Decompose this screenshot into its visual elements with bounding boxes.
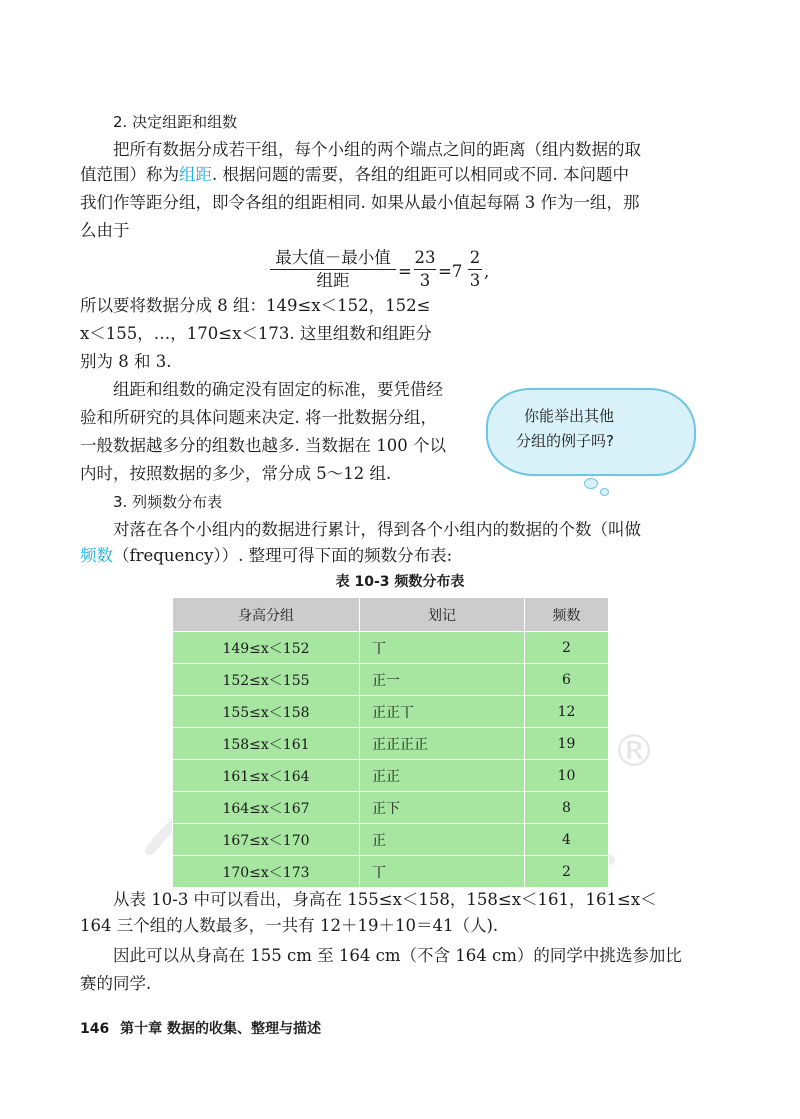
fraction-range-over-interval <box>270 248 396 291</box>
page-footer <box>80 1018 321 1038</box>
table-row <box>173 632 609 664</box>
text-span: . 根据问题的需要，各组的组距可以相同或不同. 本问题中 <box>212 165 629 184</box>
paragraph-line <box>80 163 629 187</box>
paragraph-line: 么由于 <box>80 221 130 240</box>
cell-count: 6 <box>525 664 609 696</box>
cell-count: 19 <box>525 728 609 760</box>
table-row <box>173 696 609 728</box>
bubble-line: 分组的例子吗? <box>516 432 614 450</box>
fraction-2-over-3 <box>468 248 482 291</box>
cell-group: 167≤x＜170 <box>173 824 360 856</box>
paragraph-line: 一般数据越多分的组数也越多. 当数据在 100 个以 <box>80 436 446 455</box>
cell-tally: 正下 <box>360 792 525 824</box>
cell-group: 149≤x＜152 <box>173 632 360 664</box>
table-row <box>173 824 609 856</box>
cell-group: 155≤x＜158 <box>173 696 360 728</box>
table-row <box>173 664 609 696</box>
fraction-denominator: 组距 <box>316 271 350 290</box>
table-title: 表 10-3 频数分布表 <box>335 574 465 590</box>
paragraph-line: 所以要将数据分成 8 组：149≤x＜152，152≤ <box>80 296 431 315</box>
fraction-numerator: 23 <box>414 248 436 267</box>
paragraph-line: 组距和组数的确定没有固定的标准，要凭借经 <box>113 380 443 399</box>
fraction-denominator: 3 <box>469 271 481 290</box>
paragraph-line: 把所有数据分成若干组，每个小组的两个端点之间的距离（组内数据的取 <box>113 140 641 159</box>
cell-group: 164≤x＜167 <box>173 792 360 824</box>
header-count: 频数 <box>525 598 609 632</box>
paragraph-line: 164 三个组的人数最多，一共有 12＋19＋10＝41（人). <box>80 916 499 935</box>
paragraph-line: x＜155，…，170≤x＜173. 这里组数和组距分 <box>80 324 432 343</box>
cell-count: 10 <box>525 760 609 792</box>
cell-tally: 丅 <box>360 856 525 888</box>
thought-bubble <box>486 388 696 498</box>
table-row <box>173 792 609 824</box>
paragraph-line: 内时，按照数据的多少，常分成 5～12 组. <box>80 464 392 483</box>
bubble-dot <box>600 488 609 496</box>
fraction-numerator: 2 <box>469 248 481 267</box>
paragraph-line: 对落在各个小组内的数据进行累计，得到各个小组内的数据的个数（叫做 <box>113 520 641 539</box>
fraction-bar <box>270 269 396 270</box>
paragraph-line <box>80 544 452 568</box>
section-heading-2: 2. 决定组距和组数 <box>113 113 238 131</box>
text-span: 值范围）称为 <box>80 165 179 184</box>
chapter-title: 第十章 数据的收集、整理与描述 <box>120 1021 321 1037</box>
cell-group: 152≤x＜155 <box>173 664 360 696</box>
cell-tally: 正正丅 <box>360 696 525 728</box>
registered-watermark: ® <box>612 726 656 777</box>
paragraph-line: 别为 8 和 3. <box>80 352 172 371</box>
cell-count: 2 <box>525 632 609 664</box>
text-span: （frequency））. 整理可得下面的频数分布表: <box>113 546 453 565</box>
fraction-23-over-3 <box>414 248 436 291</box>
bubble-dot <box>584 478 598 489</box>
frequency-table <box>172 597 609 888</box>
fraction-bar <box>414 269 436 270</box>
cell-count: 2 <box>525 856 609 888</box>
table-row <box>173 856 609 888</box>
table-row <box>173 728 609 760</box>
cell-group: 158≤x＜161 <box>173 728 360 760</box>
header-height-group: 身高分组 <box>173 598 360 632</box>
table-row <box>173 760 609 792</box>
comma: , <box>484 262 490 281</box>
bubble-line: 你能举出其他 <box>524 407 615 425</box>
cell-tally: 正正正正 <box>360 728 525 760</box>
equals-seven: =7 <box>438 262 463 281</box>
page-number: 146 <box>80 1021 110 1037</box>
paragraph-line: 赛的同学. <box>80 974 152 993</box>
fraction-denominator: 3 <box>419 271 431 290</box>
cell-count: 8 <box>525 792 609 824</box>
header-tally: 划记 <box>360 598 525 632</box>
fraction-bar <box>468 269 482 270</box>
paragraph-line: 我们作等距分组，即令各组的组距相同. 如果从最小值起每隔 3 作为一组，那 <box>80 193 640 212</box>
cell-count: 12 <box>525 696 609 728</box>
fraction-numerator: 最大值－最小值 <box>275 248 391 267</box>
cell-tally: 正一 <box>360 664 525 696</box>
equals-sign: = <box>398 262 412 281</box>
cell-group: 161≤x＜164 <box>173 760 360 792</box>
term-frequency: 频数 <box>80 546 113 565</box>
table-header-row <box>173 598 609 632</box>
term-group-interval: 组距 <box>179 165 212 184</box>
cell-tally: 丅 <box>360 632 525 664</box>
cell-tally: 正正 <box>360 760 525 792</box>
cell-group: 170≤x＜173 <box>173 856 360 888</box>
section-heading-3: 3. 列频数分布表 <box>113 493 223 511</box>
paragraph-line: 因此可以从身高在 155 cm 至 164 cm（不含 164 cm）的同学中挑选参加比 <box>113 946 682 965</box>
cell-tally: 正 <box>360 824 525 856</box>
cell-count: 4 <box>525 824 609 856</box>
paragraph-line: 从表 10-3 中可以看出，身高在 155≤x＜158，158≤x＜161，161≤x＜ <box>113 890 657 909</box>
paragraph-line: 验和所研究的具体问题来决定. 将一批数据分组， <box>80 408 437 427</box>
